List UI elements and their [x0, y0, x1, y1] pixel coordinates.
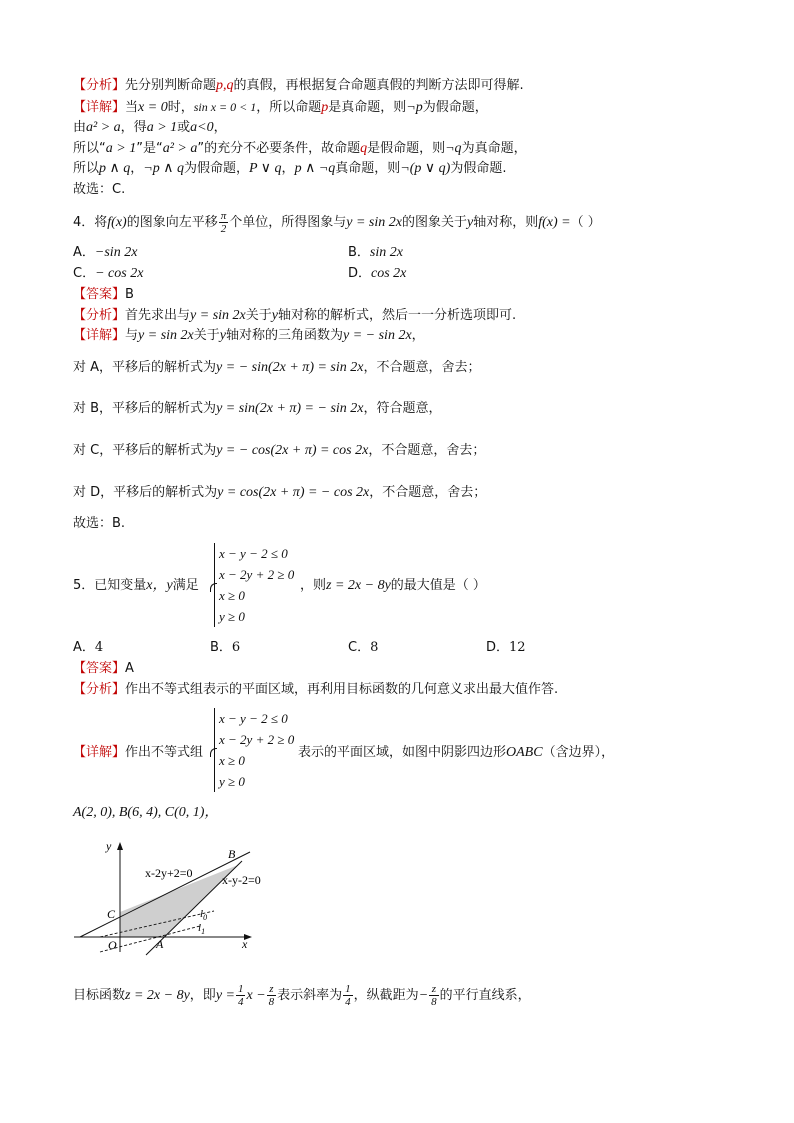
q5-inequality-system: x − y − 2 ≤ 0 x − 2y + 2 ≥ 0 x ≥ 0 y ≥ 0	[214, 543, 294, 627]
q5-objective-line: 目标函数z = 2x − 8y，即y = $\frac{1}{4}$ x − $\frac{z}{8}$ 表示斜率为 $\frac{1}{4}$ ，纵截距为− $\frac{z}{8}$ 的平行直线系，	[73, 983, 531, 1008]
y-axis-label: y	[106, 839, 112, 853]
q4-analysis: 【分析】首先求出与y = sin 2x关于y轴对称的解析式，然后一一分析选项即可.	[73, 308, 517, 323]
q5-option-c: C．8	[348, 640, 379, 655]
q5-points: A(2, 0), B(6, 4), C(0, 1)，	[73, 805, 219, 820]
q5-answer: 【答案】A	[73, 661, 134, 676]
l1-label: $l_1$	[198, 922, 206, 936]
point-a-label: A	[156, 937, 164, 951]
line2-label: x-y-2=0	[222, 873, 261, 887]
q3-detail-line-4: 所以p ∧ q，¬p ∧ q为假命题，P ∨ q，p ∧ ¬q真命题，则¬(p ∨ q)为假命题.	[73, 161, 507, 176]
q4-answer: 【答案】B	[73, 287, 134, 302]
l0-label: $l_0$	[200, 908, 208, 922]
detail-tag: 【详解】	[73, 100, 126, 115]
q3-detail-line-3: 所以“a > 1”是“a² > a”的充分不必要条件，故命题q是假命题，则¬q为真命题，	[73, 141, 527, 156]
q3-detail-line-1: 【详解】当x = 0时，sin x = 0 < 1，所以命题p是真命题，则¬p为假命题，	[73, 100, 488, 115]
q4-option-c: C．− cos 2x	[73, 266, 144, 281]
fraction-slope: $\frac{1}{4}$	[345, 983, 351, 1008]
q3-analysis-line: 【分析】先分别判断命题p,q的真假，再根据复合命题真假的判断方法即可得解.	[73, 78, 524, 93]
q5-detail-lead: 【详解】作出不等式组	[73, 745, 204, 760]
point-b-label: B	[228, 847, 236, 861]
q5-option-b: B．6	[210, 640, 241, 655]
point-c-label: C	[107, 907, 116, 921]
q5-stem-lead: 5．已知变量x，y满足	[73, 578, 199, 593]
analysis-tag: 【分析】	[73, 78, 126, 93]
q5-option-d: D．12	[486, 640, 526, 655]
q4-option-a: A．−sin 2x	[73, 245, 138, 260]
q4-case-a: 对 A，平移后的解析式为y = − sin(2x + π) = sin 2x，不合题意，舍去；	[73, 360, 481, 375]
q5-analysis: 【分析】作出不等式组表示的平面区域，再利用目标函数的几何意义求出最大值作答.	[73, 682, 559, 697]
fraction-z-8: $\frac{z}{8}$	[268, 983, 275, 1008]
q4-detail: 【详解】与y = sin 2x关于y轴对称的三角函数为y = − sin 2x，	[73, 328, 425, 343]
feasible-region-graph	[70, 834, 285, 959]
q5-detail-tail: 表示的平面区域，如图中阴影四边形OABC（含边界），	[298, 745, 615, 760]
q3-detail-line-2: 由a² > a，得a > 1或a<0，	[73, 120, 227, 135]
q4-choose: 故选：B.	[73, 516, 126, 531]
q3-choose: 故选：C.	[73, 182, 126, 197]
point-o-label: O	[108, 938, 117, 952]
q5-detail-system: x − y − 2 ≤ 0 x − 2y + 2 ≥ 0 x ≥ 0 y ≥ 0	[214, 708, 294, 792]
q4-fraction: $\frac{\pi}{2}$	[220, 210, 227, 235]
q4-case-c: 对 C，平移后的解析式为y = − cos(2x + π) = cos 2x，不合题意，舍去；	[73, 443, 486, 458]
q4-case-b: 对 B，平移后的解析式为y = sin(2x + π) = − sin 2x，符合题意，	[73, 401, 442, 416]
line1-label: x-2y+2=0	[145, 866, 193, 880]
fraction-intercept: $\frac{z}{8}$	[431, 983, 437, 1008]
q4-option-b: B．sin 2x	[348, 245, 403, 260]
y-axis-arrow	[117, 842, 123, 850]
x-axis-label: x	[242, 937, 248, 951]
fraction-1-4: $\frac{1}{4}$	[237, 983, 244, 1008]
q4-stem: 4．将f(x)的图象向左平移 $\frac{\pi}{2}$ 个单位，所得图象与y = sin 2x的图象关于y轴对称，则f(x) =（ ）	[73, 210, 601, 235]
q5-option-a: A．4	[73, 640, 104, 655]
q4-case-d: 对 D，平移后的解析式为y = cos(2x + π) = − cos 2x，不合题意，舍去；	[73, 485, 487, 500]
q5-stem-tail: ，则z = 2x − 8y的最大值是（ ）	[300, 578, 486, 593]
q4-option-d: D．cos 2x	[348, 266, 407, 281]
